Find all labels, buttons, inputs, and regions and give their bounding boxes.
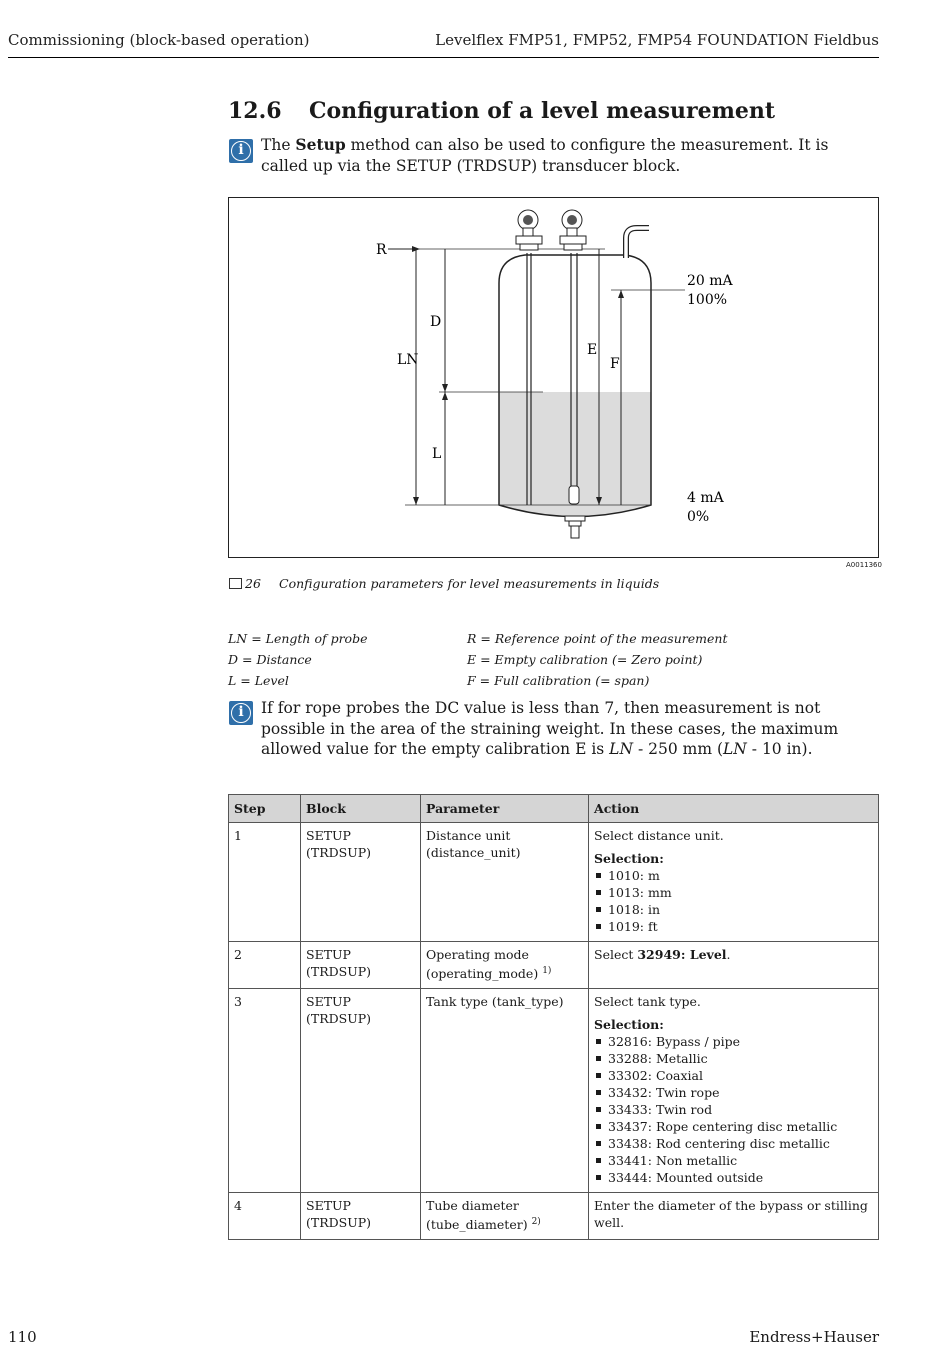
block-cell: SETUP (TRDSUP) <box>301 1193 421 1240</box>
parameter-cell: Operating mode (operating_mode) $^{1)}$ <box>421 942 589 989</box>
section-title: Configuration of a level measurement <box>309 98 776 124</box>
label-l: L <box>432 446 442 462</box>
footnote-ref: 1) <box>542 966 552 976</box>
block-cell: SETUP (TRDSUP) <box>301 942 421 989</box>
label-d: D <box>430 314 442 330</box>
step-cell: 4 <box>229 1193 301 1240</box>
legend-l: L = Level <box>228 673 289 688</box>
running-header-left: Commissioning (block-based operation) <box>8 31 310 49</box>
label-20ma: 20 mA <box>687 273 733 289</box>
page-number: 110 <box>8 1328 37 1346</box>
figure-frame <box>228 197 879 558</box>
figure-icon <box>229 578 242 589</box>
info-icon: i <box>229 139 253 163</box>
selection-list: 32816: Bypass / pipe 33288: Metallic 33302: Coaxial 33432: Twin rope 33433: Twin rod 33437: Rope centering disc metallic 33438: Rod centering disc metallic 33441: Non metallic 33444: Mounted outside <box>594 1033 873 1186</box>
action-cell: Select 32949: Level. <box>589 942 879 989</box>
table-row <box>229 823 879 942</box>
block-cell: SETUP (TRDSUP) <box>301 989 421 1193</box>
label-0pct: 0% <box>687 509 710 525</box>
tank-diagram <box>229 198 878 557</box>
brand-name: Endress+Hauser <box>749 1328 879 1346</box>
block-cell: SETUP (TRDSUP) <box>301 823 421 942</box>
section-number: 12.6 <box>228 98 282 124</box>
step-cell: 1 <box>229 823 301 942</box>
legend-r: R = Reference point of the measurement <box>467 631 728 646</box>
configuration-table <box>228 794 879 1240</box>
table-row <box>229 989 879 1193</box>
running-header-right: Levelflex FMP51, FMP52, FMP54 FOUNDATION Fieldbus <box>435 31 879 49</box>
label-r: R <box>376 242 387 258</box>
label-f: F <box>610 356 620 372</box>
col-parameter: Parameter <box>421 795 589 823</box>
figure-caption: Configuration parameters for level measurements in liquids <box>279 576 660 591</box>
table-row <box>229 942 879 989</box>
step-cell: 2 <box>229 942 301 989</box>
legend-f: F = Full calibration (= span) <box>467 673 650 688</box>
col-block: Block <box>301 795 421 823</box>
action-cell: Select tank type. Selection: 32816: Bypass / pipe 33288: Metallic 33302: Coaxial 33432: Twin rope 33433: Twin rod 33437: Rope centering disc metallic 33438: Rod centering disc metallic 33441: Non metallic 33444: Mounted outside <box>589 989 879 1193</box>
parameter-cell: Tank type (tank_type) <box>421 989 589 1193</box>
legend-ln: LN = Length of probe <box>228 631 368 646</box>
parameter-cell: Tube diameter (tube_diameter) $^{2)}$ <box>421 1193 589 1240</box>
header-rule <box>8 57 879 58</box>
action-cell: Enter the diameter of the bypass or stilling well. <box>589 1193 879 1240</box>
figure-number: 26 <box>245 576 261 591</box>
setup-note: The Setup method can also be used to configure the measurement. It is called up via the SETUP (TRDSUP) transducer block. <box>261 135 829 175</box>
label-100pct: 100% <box>687 292 728 308</box>
table-header-row <box>229 795 879 823</box>
col-action: Action <box>589 795 879 823</box>
label-e: E <box>587 342 598 358</box>
legend-e: E = Empty calibration (= Zero point) <box>467 652 703 667</box>
info-icon: i <box>229 701 253 725</box>
table-row <box>229 1193 879 1240</box>
figure-id: A0011360 <box>846 561 882 569</box>
parameter-cell: Distance unit (distance_unit) <box>421 823 589 942</box>
col-step: Step <box>229 795 301 823</box>
label-4ma: 4 mA <box>687 490 724 506</box>
action-cell: Select distance unit. Selection: 1010: m 1013: mm 1018: in 1019: ft <box>589 823 879 942</box>
rope-probe-note: If for rope probes the DC value is less than 7, then measurement is not possible in the area of the straining weight. In these cases, the maximum allowed value for the empty calibration E is LN - 250 mm (LN - 10 in). <box>261 699 839 758</box>
label-ln: LN <box>397 352 419 368</box>
footnote-ref: 2) <box>531 1217 541 1228</box>
legend-d: D = Distance <box>228 652 312 667</box>
step-cell: 3 <box>229 989 301 1193</box>
selection-list: 1010: m 1013: mm 1018: in 1019: ft <box>594 867 873 935</box>
